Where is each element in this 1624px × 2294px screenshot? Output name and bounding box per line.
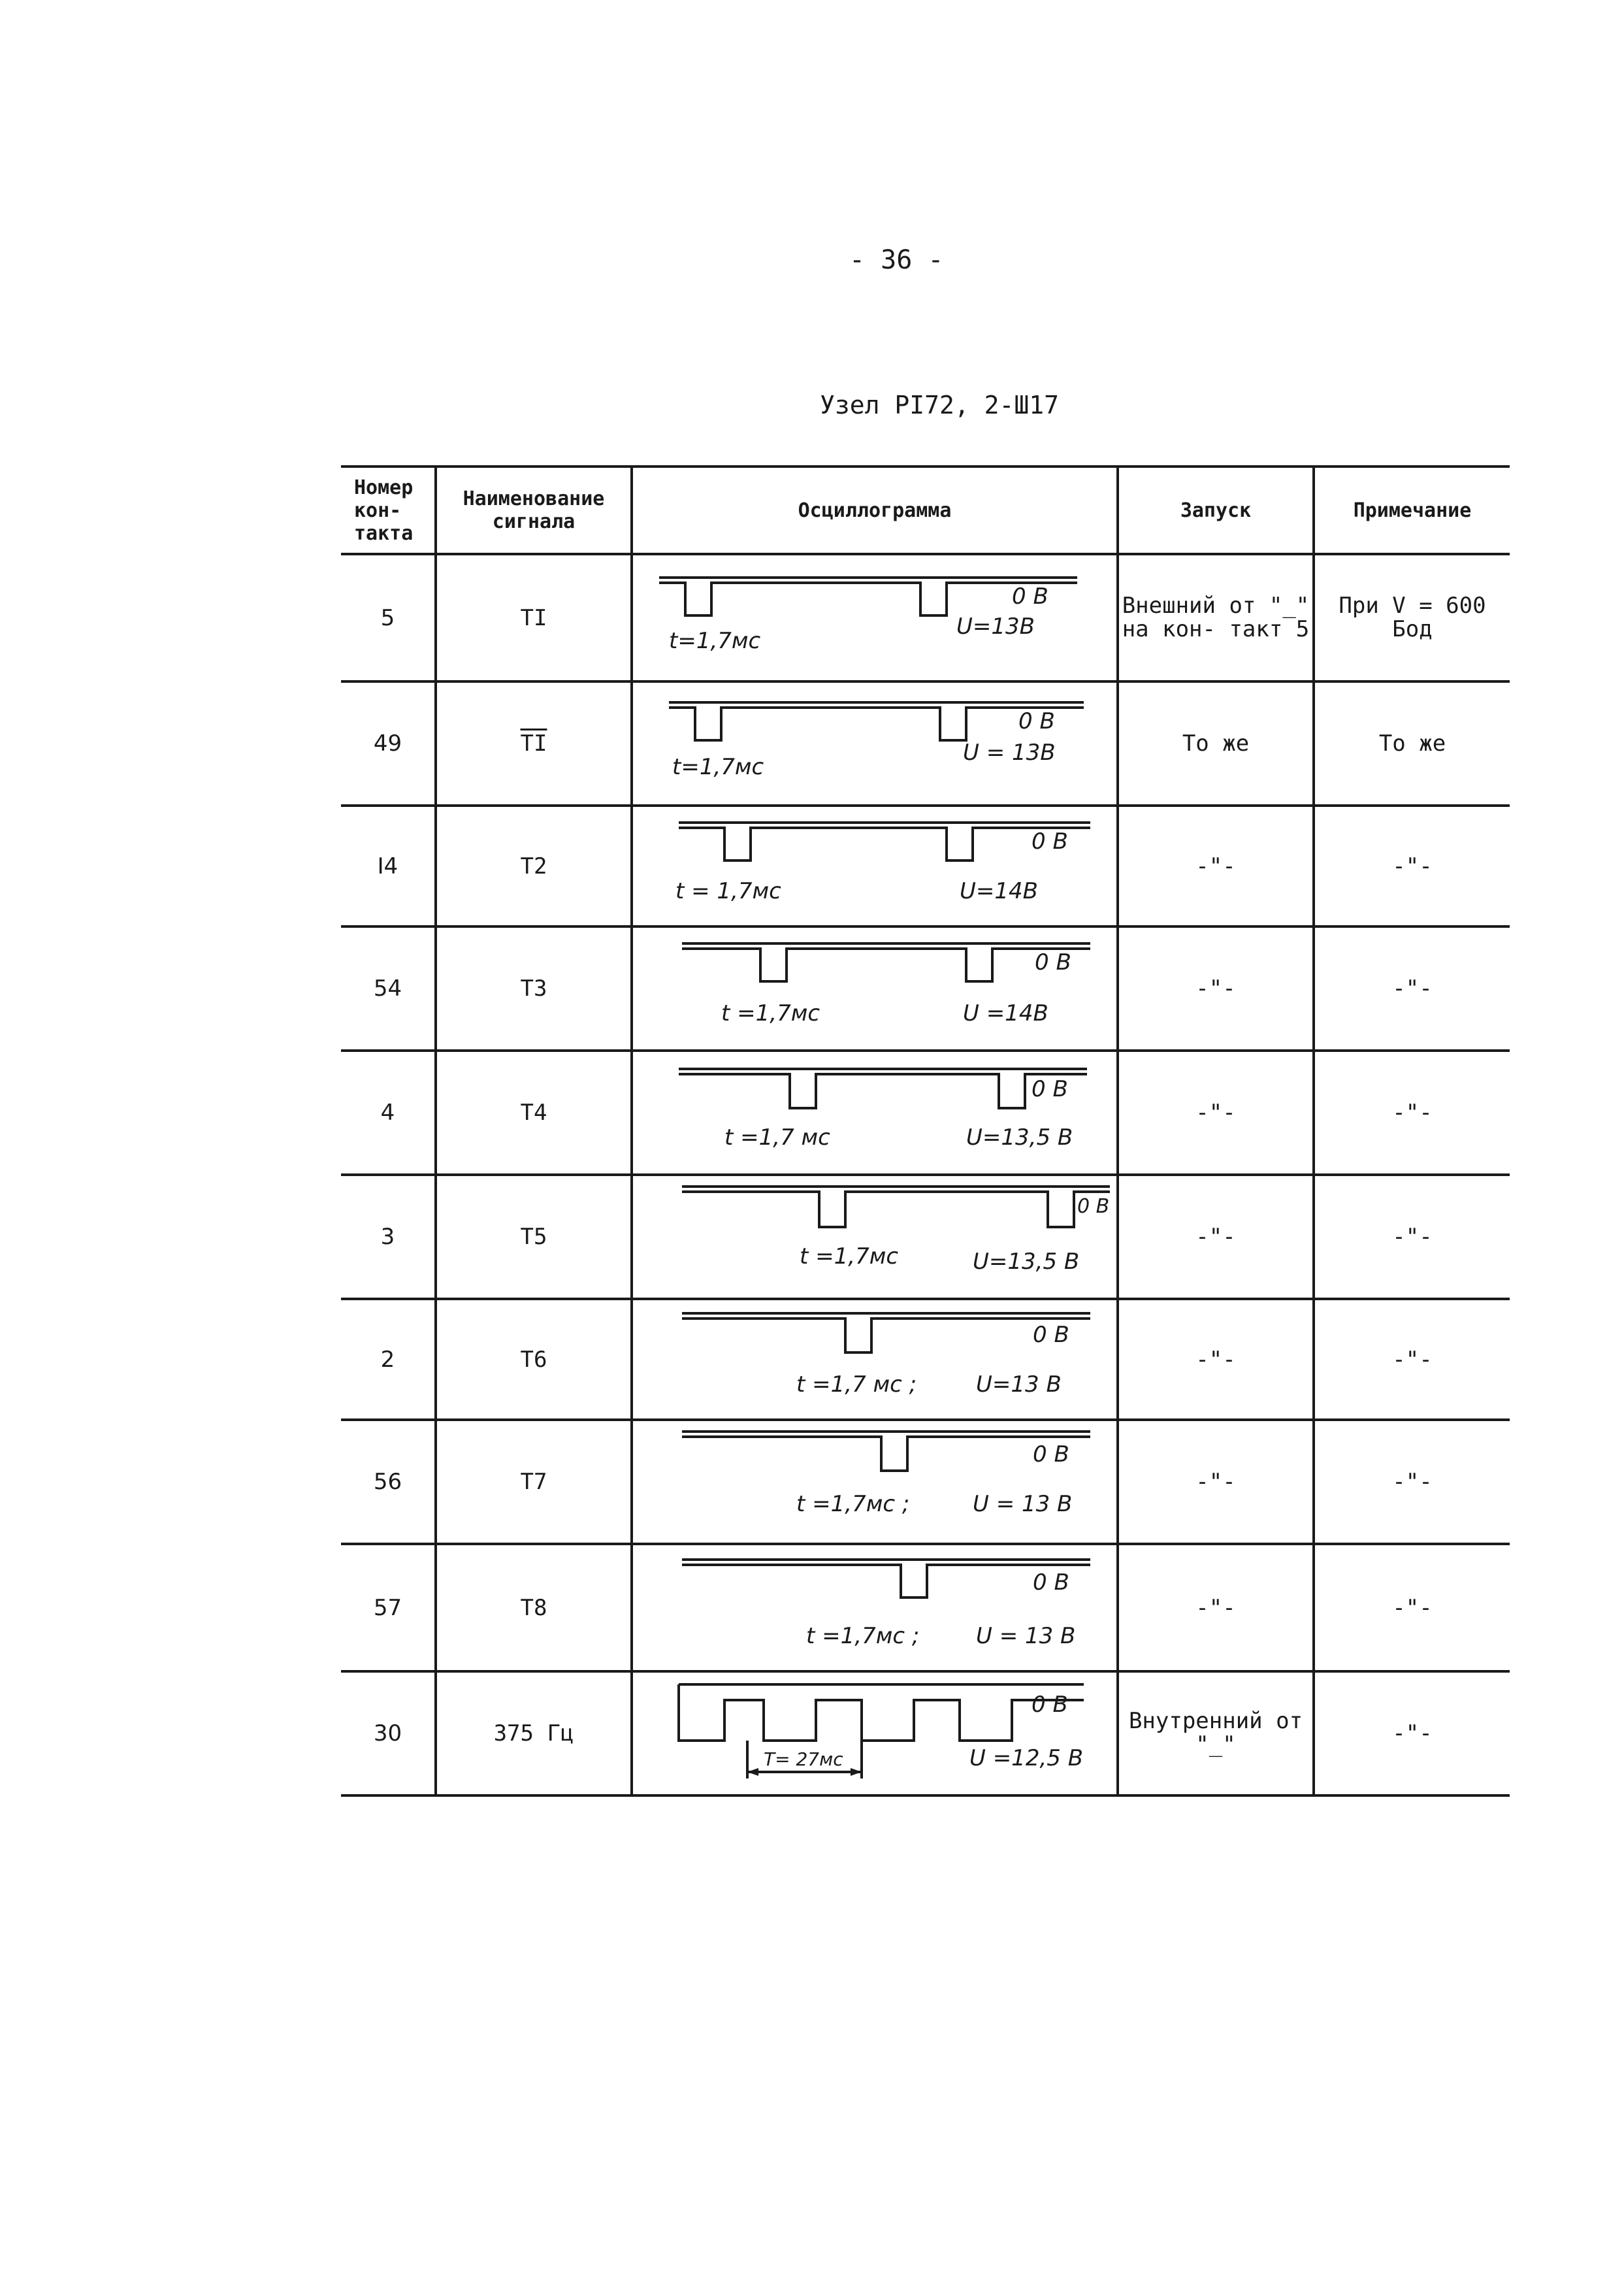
- oscillogram-cell: [632, 1544, 1118, 1671]
- header-oscillogram: Осциллограмма: [632, 467, 1118, 554]
- note-cell: -"-: [1314, 1544, 1510, 1671]
- signal-name: T8: [436, 1544, 632, 1671]
- oscillogram-cell: [632, 1420, 1118, 1544]
- signal-name: T6: [436, 1299, 632, 1420]
- table-header-row: [341, 467, 1510, 554]
- oscillogram-cell: [632, 554, 1118, 681]
- pulse-trace: [682, 1192, 1110, 1227]
- table-row: [341, 1051, 1510, 1175]
- amplitude-label: U = 13В: [963, 740, 1056, 766]
- pulse-width-label: t=1,7мс: [672, 754, 764, 780]
- pulse-width-label: t=1,7мс: [669, 628, 761, 654]
- start-cell: -"-: [1118, 1544, 1314, 1671]
- zero-level-label: 0 В: [1018, 708, 1055, 734]
- note-cell: -"-: [1314, 926, 1510, 1051]
- oscillogram-cell: [632, 681, 1118, 806]
- signal-name: T2: [436, 806, 632, 926]
- square-wave-trace: [679, 1684, 1084, 1741]
- note-cell: -"-: [1314, 1175, 1510, 1299]
- table-row: [341, 1299, 1510, 1420]
- oscillogram: [633, 808, 1116, 924]
- contact-number: 3: [341, 1175, 436, 1299]
- left-arrowhead: [747, 1768, 758, 1776]
- amplitude-label: U=13,5 В: [973, 1249, 1080, 1275]
- pulse-trace: [682, 1319, 1090, 1352]
- start-cell: -"-: [1118, 1051, 1314, 1175]
- zero-level-label: 0 В: [1031, 1692, 1068, 1718]
- signal-name-text: $\overline{TI}$: [520, 730, 547, 757]
- amplitude-label: U = 13 В: [973, 1491, 1073, 1517]
- contact-number: 57: [341, 1544, 436, 1671]
- pulse-width-label: t =1,7мс: [721, 1000, 820, 1026]
- table-row: [341, 1544, 1510, 1671]
- note-cell: -"-: [1314, 1299, 1510, 1420]
- note-cell: -"-: [1314, 806, 1510, 926]
- contact-number: 4: [341, 1051, 436, 1175]
- pulse-width-label: t =1,7мс ;: [806, 1623, 920, 1649]
- contact-number: 30: [341, 1671, 436, 1795]
- oscillogram-cell: [632, 1051, 1118, 1175]
- note-cell: -"-: [1314, 1420, 1510, 1544]
- signal-name: TI: [436, 554, 632, 681]
- amplitude-label: U=14В: [960, 878, 1038, 904]
- right-arrowhead: [851, 1768, 862, 1776]
- oscillogram: [633, 1547, 1116, 1669]
- start-cell: -"-: [1118, 1299, 1314, 1420]
- signal-name: T3: [436, 926, 632, 1051]
- note-cell: -"-: [1314, 1051, 1510, 1175]
- oscillogram-cell: [632, 1299, 1118, 1420]
- oscillogram: [633, 684, 1116, 803]
- pulse-width-label: t =1,7мс ;: [796, 1491, 910, 1517]
- amplitude-label: U=13 В: [976, 1371, 1062, 1398]
- pulse-trace: [679, 1074, 1087, 1108]
- pulse-width-label: t =1,7 мс: [724, 1124, 830, 1151]
- signal-name: T4: [436, 1051, 632, 1175]
- zero-level-label: 0 В: [1031, 1076, 1068, 1102]
- zero-level-label: 0 В: [1077, 1195, 1110, 1218]
- header-start: Запуск: [1118, 467, 1314, 554]
- start-cell: Внешний от "_" на кон- такт 5: [1118, 554, 1314, 681]
- amplitude-label: U=13,5 В: [966, 1124, 1073, 1151]
- zero-level-label: 0 В: [1012, 583, 1048, 610]
- signal-name: T7: [436, 1420, 632, 1544]
- table-row: [341, 1420, 1510, 1544]
- contact-number: 54: [341, 926, 436, 1051]
- start-cell: То же: [1118, 681, 1314, 806]
- contact-number: 56: [341, 1420, 436, 1544]
- start-cell: -"-: [1118, 1175, 1314, 1299]
- oscillogram: [633, 929, 1116, 1048]
- header-note: Примечание: [1314, 467, 1510, 554]
- oscillogram-cell: [632, 1175, 1118, 1299]
- oscillogram: [633, 557, 1116, 679]
- pulse-trace: [679, 828, 1090, 860]
- signal-table: [341, 465, 1510, 1797]
- start-cell: Внутренний от "_": [1118, 1671, 1314, 1795]
- oscillogram: [633, 1053, 1116, 1172]
- start-cell: -"-: [1118, 806, 1314, 926]
- amplitude-label: U =14В: [963, 1000, 1048, 1026]
- amplitude-label: U = 13 В: [976, 1623, 1076, 1649]
- contact-number: 2: [341, 1299, 436, 1420]
- contact-number: 49: [341, 681, 436, 806]
- zero-level-label: 0 В: [1033, 1322, 1069, 1348]
- zero-level-label: 0 В: [1033, 1441, 1069, 1467]
- oscillogram: [633, 1177, 1116, 1296]
- oscillogram: [633, 1674, 1116, 1793]
- pulse-trace: [682, 949, 1090, 981]
- signal-name: 375 Гц: [436, 1671, 632, 1795]
- note-cell: То же: [1314, 681, 1510, 806]
- pulse-width-label: t = 1,7мс: [675, 878, 781, 904]
- header-contact-number: Номер кон- такта: [341, 467, 436, 554]
- zero-level-label: 0 В: [1031, 828, 1068, 855]
- oscillogram-cell: [632, 806, 1118, 926]
- table-row: [341, 1175, 1510, 1299]
- pulse-trace: [682, 1565, 1090, 1598]
- pulse-trace: [682, 1437, 1090, 1471]
- note-cell: -"-: [1314, 1671, 1510, 1795]
- oscillogram: [633, 1302, 1116, 1417]
- oscillogram: [633, 1422, 1116, 1541]
- start-cell: -"-: [1118, 1420, 1314, 1544]
- page-number: - 36 -: [849, 245, 944, 275]
- table-row: [341, 681, 1510, 806]
- table-row: [341, 806, 1510, 926]
- amplitude-label: U =12,5 В: [969, 1745, 1084, 1771]
- header-signal-name: Наименование сигнала: [436, 467, 632, 554]
- zero-level-label: 0 В: [1033, 1569, 1069, 1596]
- contact-number: I4: [341, 806, 436, 926]
- oscillogram-cell: [632, 926, 1118, 1051]
- start-cell: -"-: [1118, 926, 1314, 1051]
- note-cell: При V = 600 Бод: [1314, 554, 1510, 681]
- signal-name: [436, 681, 632, 806]
- pulse-width-label: t =1,7 мс ;: [796, 1371, 917, 1398]
- signal-name: T5: [436, 1175, 632, 1299]
- table-row: [341, 1671, 1510, 1795]
- pulse-width-label: t =1,7мс: [800, 1243, 899, 1270]
- oscillogram-cell: [632, 1671, 1118, 1795]
- document-title: Узел PI72, 2-Ш17: [820, 391, 1060, 419]
- period-label: T= 27мс: [764, 1748, 843, 1770]
- zero-level-label: 0 В: [1035, 949, 1071, 975]
- amplitude-label: U=13В: [956, 614, 1035, 640]
- table-row: [341, 926, 1510, 1051]
- table-row: [341, 554, 1510, 681]
- contact-number: 5: [341, 554, 436, 681]
